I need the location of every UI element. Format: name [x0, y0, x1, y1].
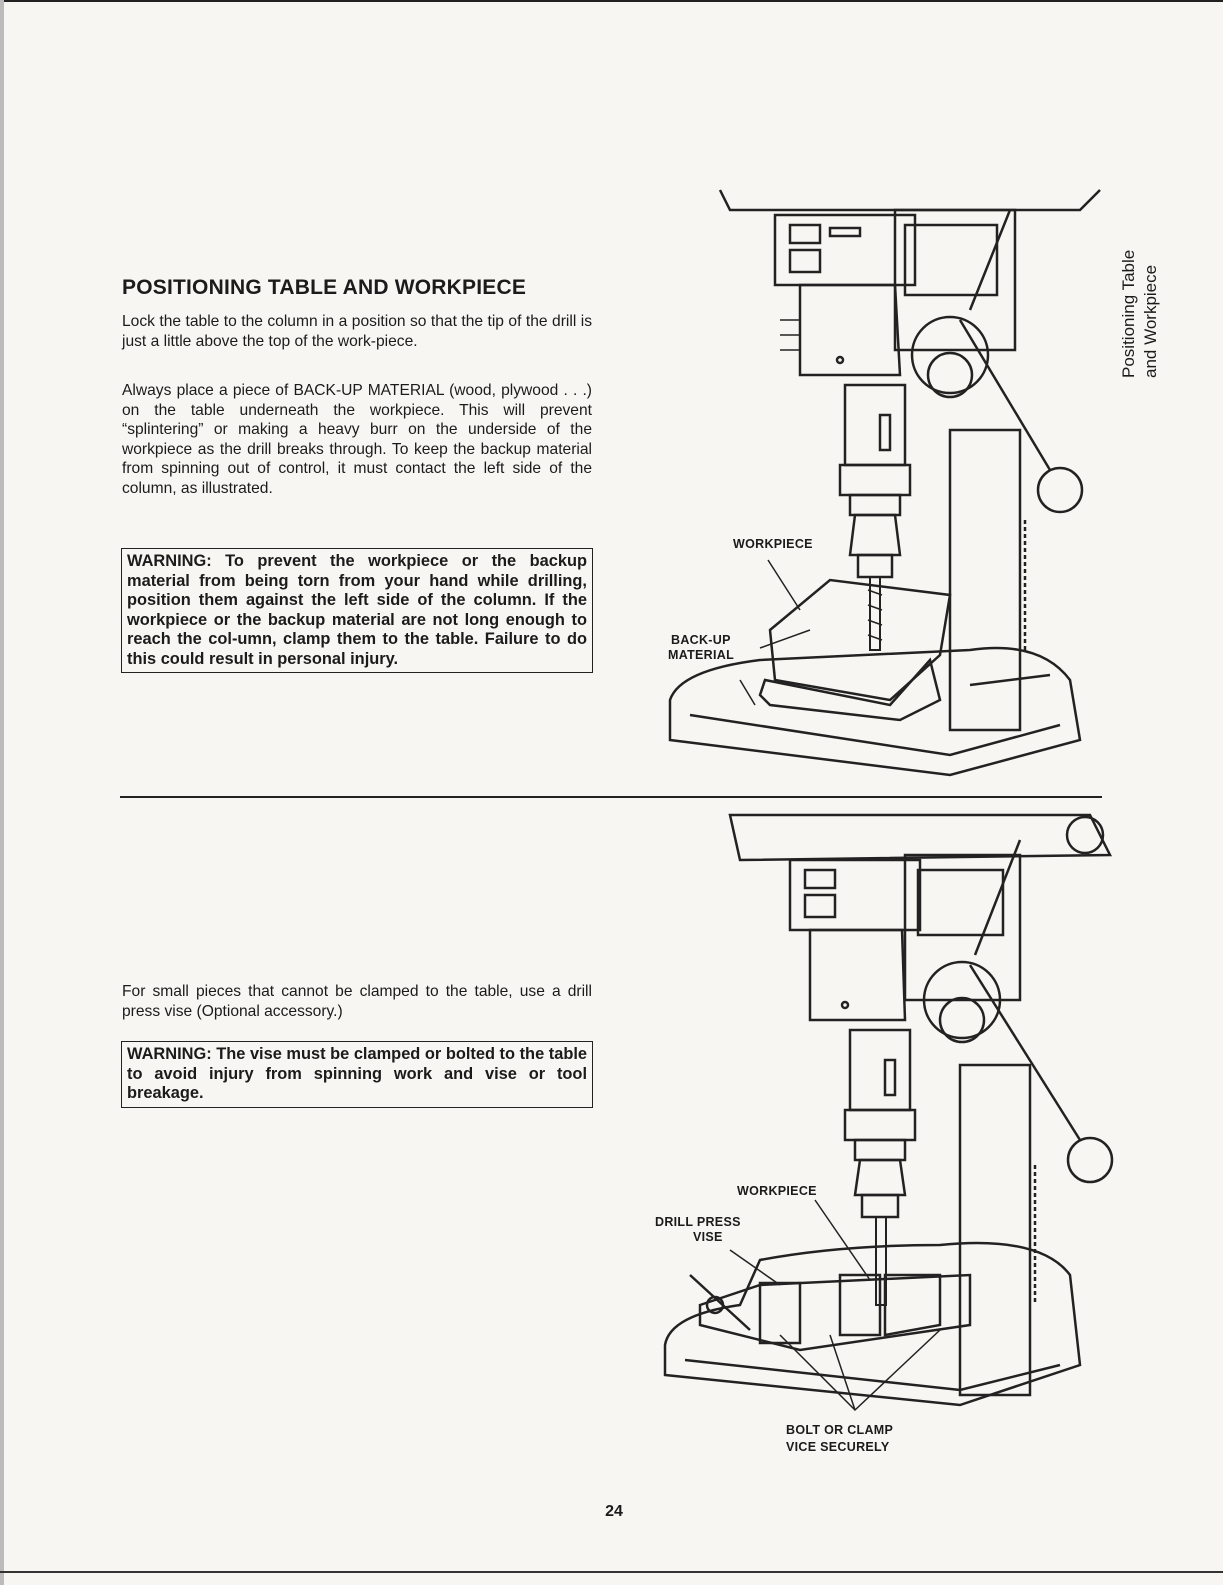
label-vise-line1: DRILL PRESS — [655, 1215, 741, 1229]
section-heading: POSITIONING TABLE AND WORKPIECE — [122, 276, 527, 299]
label-vise-line2: VISE — [693, 1230, 723, 1244]
drill-press-figure-vise — [640, 805, 1140, 1425]
bottom-rule — [0, 1571, 1223, 1573]
paragraph-small-pieces: For small pieces that cannot be clamped to the table, use a drill press vise (Optional accessory.) — [122, 983, 592, 1020]
scan-edge — [0, 0, 4, 1585]
label-workpiece-vise: WORKPIECE — [737, 1184, 817, 1198]
drill-press-figure-backup — [640, 180, 1110, 780]
paragraph-backup-material: Always place a piece of BACK-UP MATERIAL (wood, plywood . . .) on the table underneath the workpiece. This will prevent “splintering” or making a heavy burr on the underside of the workpiece as the drill breaks through. To keep the backup material from spinning out of control, it must contact the left side of the column, as illustrated. — [122, 382, 592, 497]
top-rule — [0, 0, 1223, 2]
warning-box-vise: WARNING: The vise must be clamped or bolted to the table to avoid injury from spinning work and vise or tool breakage. — [121, 1041, 593, 1108]
label-workpiece: WORKPIECE — [733, 537, 813, 551]
label-backup-line1: BACK-UP — [671, 633, 731, 647]
label-bolt-line1: BOLT OR CLAMP — [786, 1423, 894, 1437]
warning-box-workpiece: WARNING: To prevent the workpiece or the backup material from being torn from your hand while drilling, position them against the left side of the column. If the workpiece or the backup material are not long enough to reach the col-umn, clamp them to the table. Failure to do this could result in personal injury. — [121, 548, 593, 673]
label-bolt-line2: VICE SECURELY — [786, 1440, 890, 1454]
section-divider — [120, 796, 1102, 798]
paragraph-lock-table: Lock the table to the column in a position so that the tip of the drill is just a little above the top of the work-piece. — [122, 313, 592, 350]
side-tab-label: Positioning Table and Workpiece — [1119, 249, 1160, 378]
page-number: 24 — [605, 1503, 623, 1520]
label-backup-line2: MATERIAL — [668, 648, 735, 662]
